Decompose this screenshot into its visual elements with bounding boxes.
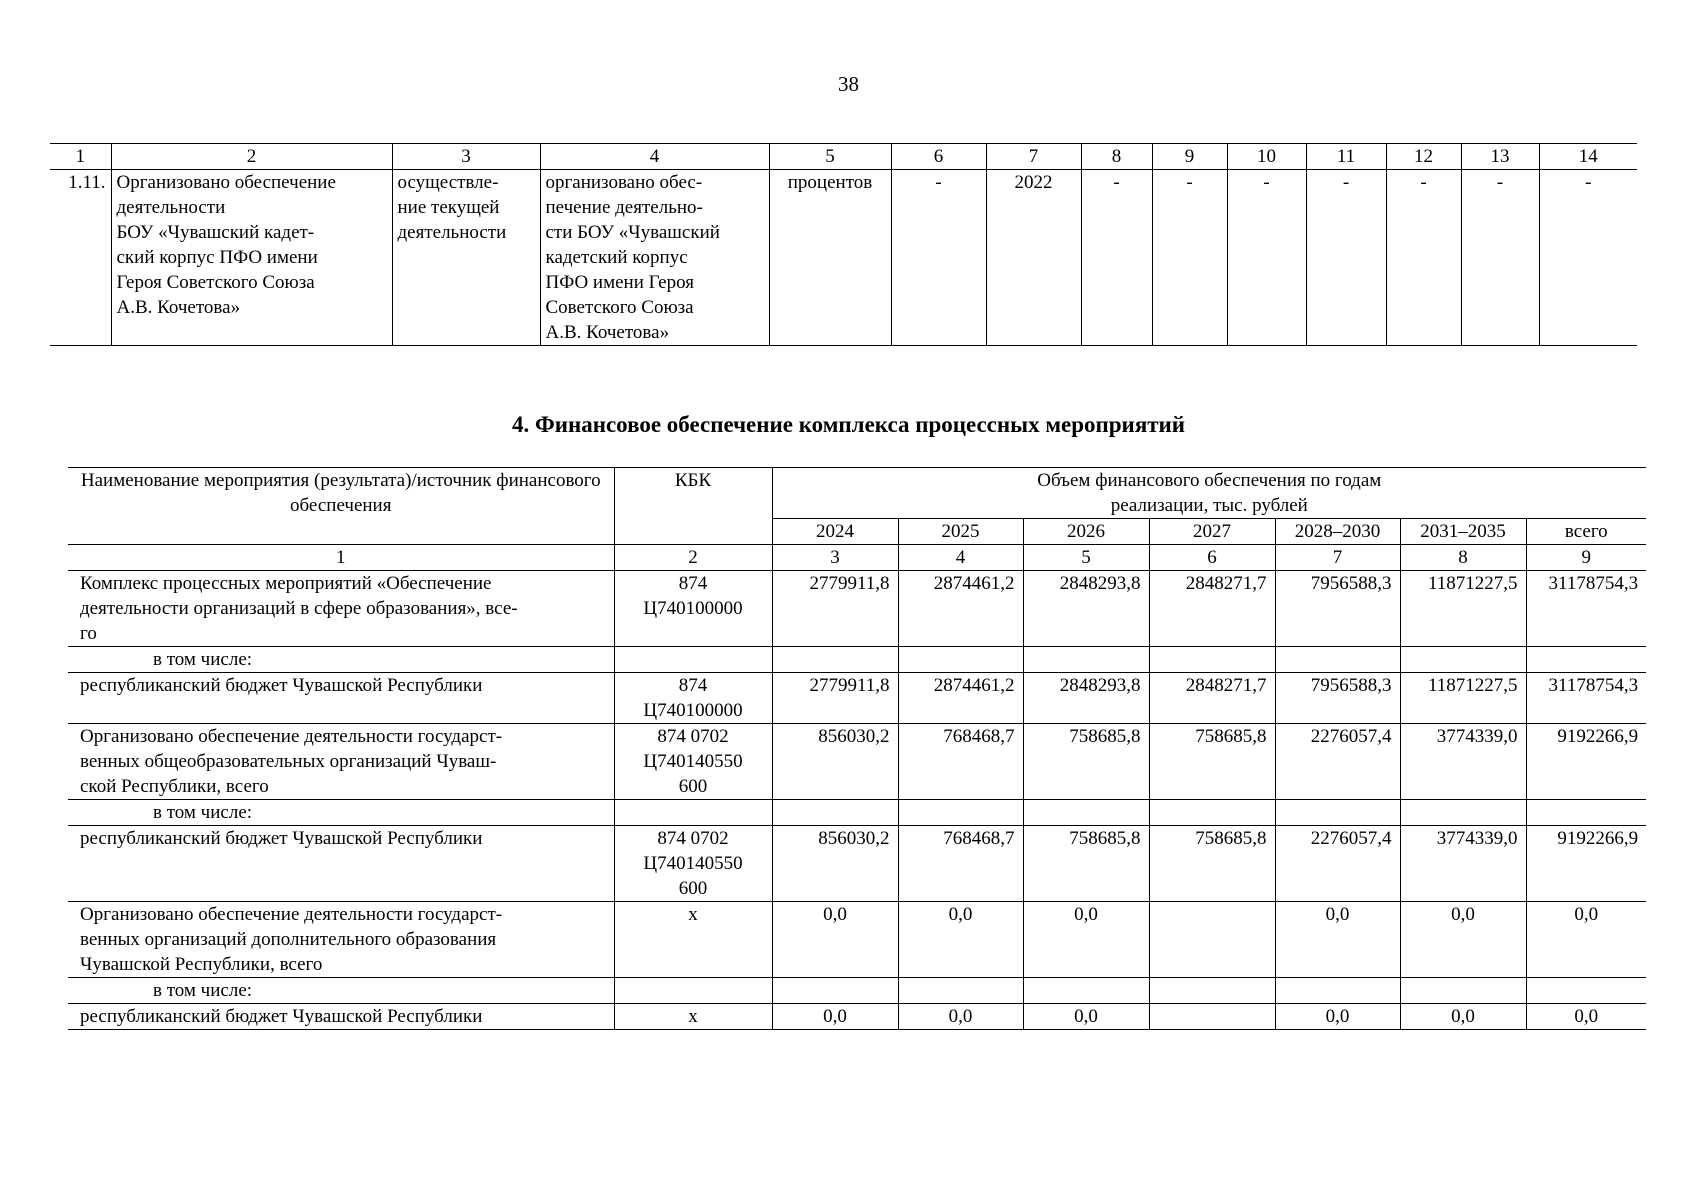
unit: процентов [769, 170, 891, 346]
col-number: 8 [1400, 545, 1526, 571]
cell-value: - [1152, 170, 1227, 346]
value-cell: 856030,2 [772, 826, 898, 902]
table-row [68, 902, 1646, 978]
value-cell: 2276057,4 [1275, 724, 1400, 800]
col-number: 7 [986, 144, 1081, 170]
empty-cell [1149, 978, 1275, 1004]
empty-cell [1149, 647, 1275, 673]
text-line: республиканский бюджет Чувашской Республики [80, 828, 483, 849]
kbk-line: х [688, 1006, 698, 1027]
empty-cell [1526, 800, 1646, 826]
text-line: ПФО имени Героя [545, 272, 694, 293]
col-number: 6 [891, 144, 986, 170]
cell-value: - [1386, 170, 1461, 346]
measure-type [392, 170, 540, 346]
empty-cell [772, 978, 898, 1004]
value-cell: 758685,8 [1149, 826, 1275, 902]
row-name [68, 826, 614, 902]
row-kbk [614, 826, 772, 902]
indicators-table [50, 143, 1637, 346]
empty-cell [1023, 978, 1149, 1004]
value-cell: 758685,8 [1023, 724, 1149, 800]
empty-cell [898, 647, 1023, 673]
value-cell: 758685,8 [1149, 724, 1275, 800]
value-cell: 3774339,0 [1400, 826, 1526, 902]
col-number: 11 [1306, 144, 1386, 170]
table-row [68, 571, 1646, 647]
year-header: 2024 [772, 519, 898, 545]
row-kbk [614, 902, 772, 978]
text-line: республиканский бюджет Чувашской Республики [80, 1006, 483, 1027]
cell-value: - [1306, 170, 1386, 346]
empty-cell [1275, 647, 1400, 673]
value-cell: 768468,7 [898, 826, 1023, 902]
col-number: 8 [1081, 144, 1152, 170]
cell-value: - [891, 170, 986, 346]
value-cell: 0,0 [1023, 902, 1149, 978]
text-line: венных организаций дополнительного образования [80, 929, 497, 950]
text-line: А.В. Кочетова» [116, 297, 241, 318]
row-label: в том числе: [68, 647, 614, 673]
row-kbk [614, 1004, 772, 1030]
col-number: 1 [50, 144, 111, 170]
value-cell: 768468,7 [898, 724, 1023, 800]
row-name [68, 724, 614, 800]
value-cell: 758685,8 [1023, 826, 1149, 902]
text-line: Чувашской Республики, всего [80, 954, 323, 975]
col-number: 4 [898, 545, 1023, 571]
col-number: 3 [772, 545, 898, 571]
indicators-header-row [50, 144, 1637, 170]
text-line: ской Республики, всего [80, 776, 269, 797]
row-name [68, 902, 614, 978]
row-label: в том числе: [68, 800, 614, 826]
col-number: 5 [769, 144, 891, 170]
value-cell: 856030,2 [772, 724, 898, 800]
col-number: 12 [1386, 144, 1461, 170]
row-kbk [614, 673, 772, 724]
value-cell: 0,0 [772, 1004, 898, 1030]
value-cell: 0,0 [1526, 902, 1646, 978]
empty-cell [1526, 978, 1646, 1004]
measure-result [540, 170, 769, 346]
text-line: печение деятельно- [545, 197, 703, 218]
text-line: деятельности организаций в сфере образования», все- [80, 598, 518, 619]
year-header: 2028–2030 [1275, 519, 1400, 545]
table-row [68, 673, 1646, 724]
value-cell: 9192266,9 [1526, 724, 1646, 800]
year-header: всего [1526, 519, 1646, 545]
value-cell: 2779911,8 [772, 571, 898, 647]
value-cell: 0,0 [1400, 1004, 1526, 1030]
value-cell: 3774339,0 [1400, 724, 1526, 800]
row-kbk [614, 724, 772, 800]
value-cell: 11871227,5 [1400, 571, 1526, 647]
col-number: 14 [1539, 144, 1637, 170]
text-line: деятельности [397, 222, 507, 243]
kbk-line: 874 0702 [657, 726, 729, 747]
value-cell: 7956588,3 [1275, 571, 1400, 647]
kbk-line: 600 [678, 776, 708, 797]
row-number: 1.11. [68, 172, 106, 193]
value-cell: 0,0 [1400, 902, 1526, 978]
text-line: Организовано обеспечение деятельности государст- [80, 904, 503, 925]
header-kbk: КБК [614, 468, 772, 545]
col-number: 7 [1275, 545, 1400, 571]
text-line: БОУ «Чувашский кадет- [116, 222, 315, 243]
header-volume-line: Объем финансового обеспечения по годам [1037, 470, 1382, 491]
row-label: в том числе: [68, 978, 614, 1004]
kbk-line: 874 [678, 573, 708, 594]
col-number: 2 [614, 545, 772, 571]
text-line: республиканский бюджет Чувашской Республики [80, 675, 483, 696]
value-cell: 2848271,7 [1149, 571, 1275, 647]
col-number: 10 [1227, 144, 1306, 170]
row-name [68, 673, 614, 724]
header-volume [772, 468, 1646, 519]
value-cell: 0,0 [898, 902, 1023, 978]
table-row [68, 826, 1646, 902]
row-kbk [614, 571, 772, 647]
text-line: ский корпус ПФО имени [116, 247, 318, 268]
empty-cell [772, 647, 898, 673]
table-row [68, 978, 1646, 1004]
col-number: 13 [1461, 144, 1539, 170]
cell-value: - [1081, 170, 1152, 346]
empty-cell [614, 800, 772, 826]
empty-cell [1149, 800, 1275, 826]
kbk-line: 600 [678, 878, 708, 899]
value-cell: 7956588,3 [1275, 673, 1400, 724]
table-row [68, 724, 1646, 800]
value-cell: 2874461,2 [898, 673, 1023, 724]
text-line: А.В. Кочетова» [545, 322, 670, 343]
page-number: 38 [838, 72, 859, 96]
col-number: 5 [1023, 545, 1149, 571]
financing-table [68, 467, 1646, 1030]
value-cell: 0,0 [772, 902, 898, 978]
empty-cell [614, 647, 772, 673]
kbk-line: 874 0702 [657, 828, 729, 849]
kbk-line: 874 [678, 675, 708, 696]
row-name [68, 1004, 614, 1030]
value-cell: 2848293,8 [1023, 673, 1149, 724]
value-cell: 0,0 [1023, 1004, 1149, 1030]
cell-value: - [1461, 170, 1539, 346]
measure-name [111, 170, 392, 346]
value-cell: 9192266,9 [1526, 826, 1646, 902]
text-line: организовано обес- [545, 172, 703, 193]
text-line: Организовано обеспечение [116, 172, 336, 193]
kbk-line: х [688, 904, 698, 925]
cell-value: - [1227, 170, 1306, 346]
year-header: 2027 [1149, 519, 1275, 545]
value-cell: 2848293,8 [1023, 571, 1149, 647]
empty-cell [1526, 647, 1646, 673]
text-line: Героя Советского Союза [116, 272, 315, 293]
col-number: 9 [1152, 144, 1227, 170]
empty-cell [1400, 647, 1526, 673]
table-row [68, 647, 1646, 673]
empty-cell [1023, 647, 1149, 673]
header-volume-line: реализации, тыс. рублей [1110, 495, 1308, 516]
text-line: сти БОУ «Чувашский [545, 222, 720, 243]
text-line: ние текущей [397, 197, 500, 218]
empty-cell [898, 800, 1023, 826]
text-line: Советского Союза [545, 297, 694, 318]
text-line: венных общеобразовательных организаций Чуваш- [80, 751, 497, 772]
empty-cell [1275, 978, 1400, 1004]
cell-value: 2022 [986, 170, 1081, 346]
value-cell: 0,0 [1275, 902, 1400, 978]
value-cell: 0,0 [898, 1004, 1023, 1030]
empty-cell [614, 978, 772, 1004]
empty-cell [1400, 978, 1526, 1004]
kbk-line: Ц740100000 [643, 700, 743, 721]
col-number: 6 [1149, 545, 1275, 571]
year-header: 2026 [1023, 519, 1149, 545]
kbk-line: Ц740140550 [643, 751, 743, 772]
text-line: осуществле- [397, 172, 499, 193]
table-row [68, 1004, 1646, 1030]
empty-cell [1400, 800, 1526, 826]
text-line: деятельности [116, 197, 226, 218]
header-row [68, 468, 1646, 519]
table-row [50, 170, 1637, 346]
section-title: 4. Финансовое обеспечение комплекса процессных мероприятий [511, 412, 1186, 437]
empty-cell [898, 978, 1023, 1004]
value-cell: 2276057,4 [1275, 826, 1400, 902]
value-cell: 11871227,5 [1400, 673, 1526, 724]
col-number: 2 [111, 144, 392, 170]
value-cell: 0,0 [1275, 1004, 1400, 1030]
text-line: кадетский корпус [545, 247, 688, 268]
empty-cell [1023, 800, 1149, 826]
col-number: 9 [1526, 545, 1646, 571]
value-cell [1149, 902, 1275, 978]
table-row [68, 800, 1646, 826]
value-cell: 2779911,8 [772, 673, 898, 724]
value-cell: 31178754,3 [1526, 571, 1646, 647]
value-cell [1149, 1004, 1275, 1030]
empty-cell [772, 800, 898, 826]
kbk-line: Ц740100000 [643, 598, 743, 619]
text-line: го [80, 623, 97, 644]
text-line: Организовано обеспечение деятельности государст- [80, 726, 503, 747]
value-cell: 0,0 [1526, 1004, 1646, 1030]
value-cell: 31178754,3 [1526, 673, 1646, 724]
row-name [68, 571, 614, 647]
value-cell: 2874461,2 [898, 571, 1023, 647]
text-line: Комплекс процессных мероприятий «Обеспечение [80, 573, 492, 594]
column-numbers-row [68, 545, 1646, 571]
col-number: 3 [392, 144, 540, 170]
year-header: 2031–2035 [1400, 519, 1526, 545]
empty-cell [1275, 800, 1400, 826]
col-number: 4 [540, 144, 769, 170]
header-name: Наименование мероприятия (результата)/источник финансового обеспечения [68, 468, 614, 545]
col-number: 1 [68, 545, 614, 571]
year-header: 2025 [898, 519, 1023, 545]
value-cell: 2848271,7 [1149, 673, 1275, 724]
cell-value: - [1539, 170, 1637, 346]
kbk-line: Ц740140550 [643, 853, 743, 874]
